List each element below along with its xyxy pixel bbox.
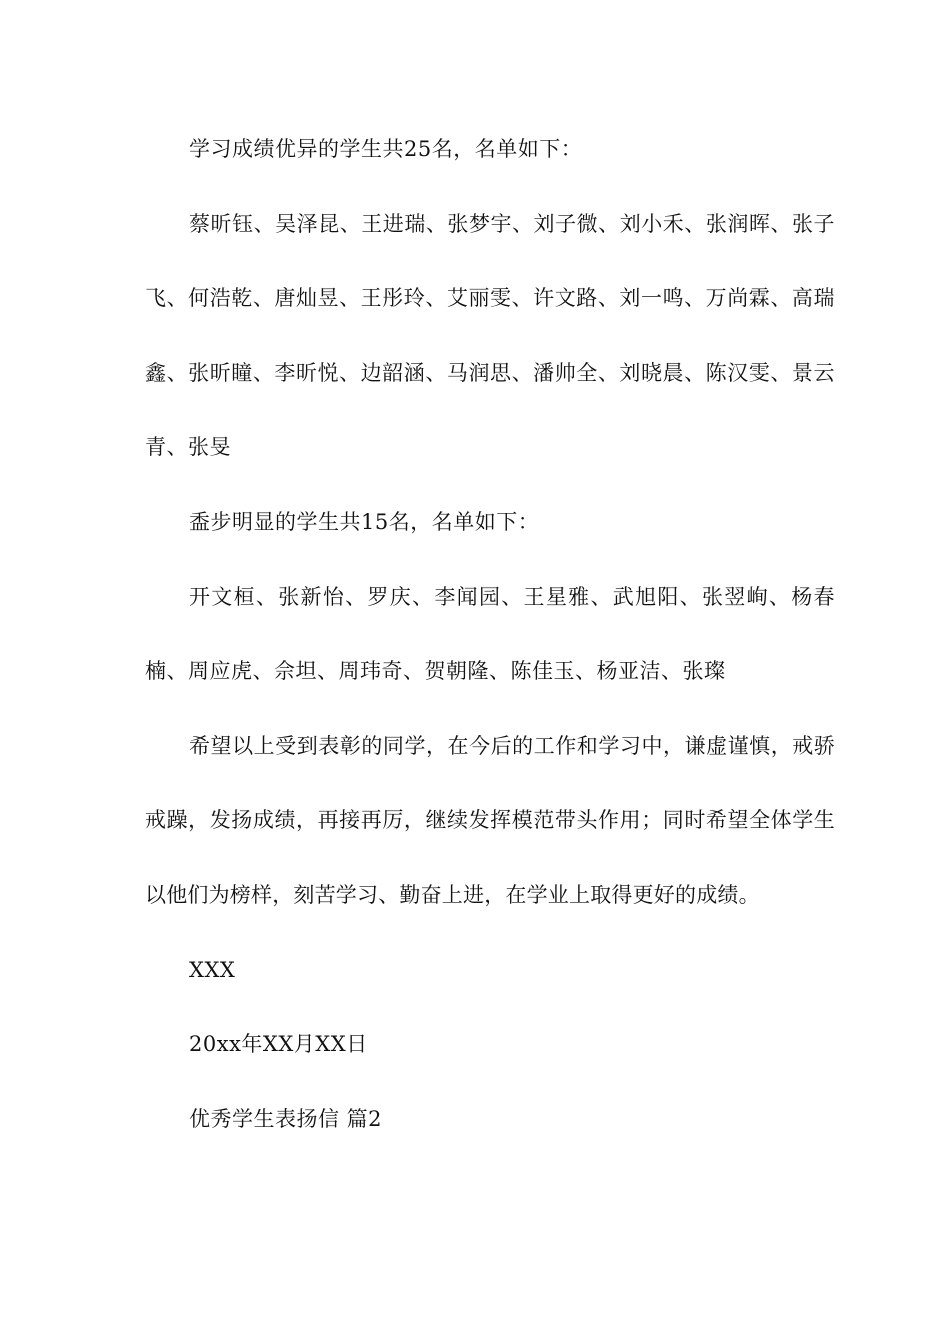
paragraph-progress-names: 开文桓、张新怡、罗庆、李闻园、王星雅、武旭阳、张翌峋、杨春楠、周应虎、佘坦、周玮奇、贺朝隆、陈佳玉、杨亚洁、张璨 [145, 584, 835, 684]
signature: XXX [189, 957, 236, 982]
paragraph-excellent-names: 蔡昕钰、吴泽昆、王进瑞、张梦宇、刘子微、刘小禾、张润晖、张子飞、何浩乾、唐灿昱、王彤玲、艾丽雯、许文路、刘一鸣、万尚霖、高瑞鑫、张昕瞳、李昕悦、边韶涵、马润思、潘帅全、刘晓晨、陈汉雯、景云青、张旻 [145, 211, 835, 460]
date: 20xx年XX月XX日 [189, 1032, 368, 1057]
paragraph-closing-wishes: 希望以上受到表彰的同学，在今后的工作和学习中，谦虚谨慎，戒骄戒躁，发扬成绩，再接再厉，继续发挥模范带头作用；同时希望全体学生以他们为榜样，刻苦学习、勤奋上进，在学业上取得更好的成绩。 [145, 733, 835, 907]
paragraph-excellent-intro: 学习成绩优异的学生共25名，名单如下： [189, 137, 583, 161]
document-body [145, 112, 835, 1156]
section-title: 优秀学生表扬信 篇2 [189, 1106, 383, 1131]
paragraph-progress-intro: 盉步明显的学生共15名，名单如下： [189, 509, 540, 534]
